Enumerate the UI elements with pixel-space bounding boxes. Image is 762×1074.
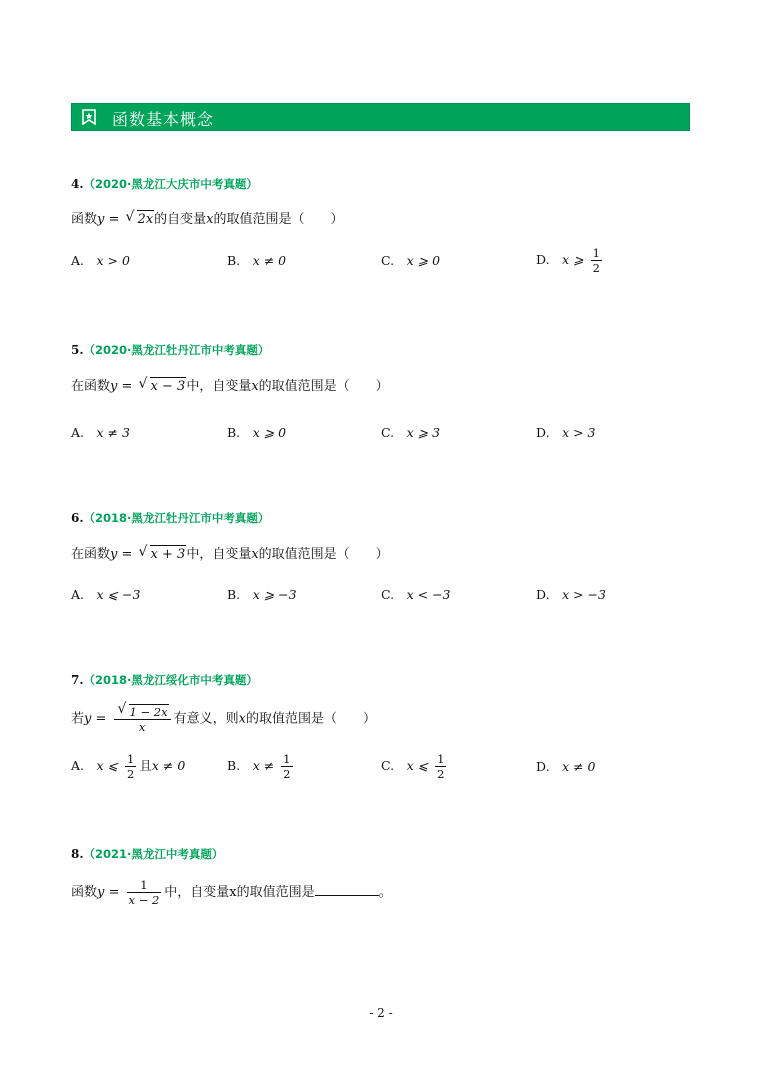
option-a[interactable]: A. x ⩽ −3 — [71, 587, 141, 602]
fraction: $\frac{1}{2}$ — [283, 752, 291, 781]
option-d[interactable]: D. x > −3 — [536, 587, 606, 602]
question-header — [71, 176, 691, 192]
question-stem: 在函数y = √ x − 3中，自变量x的取值范围是（ ） — [71, 377, 389, 396]
question-8 — [71, 846, 691, 907]
question-6 — [71, 510, 691, 602]
question-number: 6. — [71, 511, 84, 525]
question-number: 5. — [71, 343, 84, 357]
question-header — [71, 672, 691, 688]
option-b[interactable]: B. x ≠ $\frac{1}{2}$ — [227, 752, 291, 781]
page-number: - 2 - — [369, 1006, 393, 1020]
option-b[interactable]: B. x ≠ 0 — [227, 253, 287, 268]
question-header — [71, 510, 691, 526]
fraction: $\frac{1}{2}$ — [127, 752, 135, 781]
question-7 — [71, 672, 691, 781]
option-b[interactable]: B. x ⩾ −3 — [227, 587, 297, 602]
option-d[interactable]: D. x ⩾ $\frac{1}{2}$ — [536, 246, 600, 275]
fraction: $\frac{1}{x - 2}$ — [128, 878, 160, 907]
option-d[interactable]: D. x > 3 — [536, 425, 596, 440]
fraction: √ $\frac{1 - 2x}{x}$ — [114, 704, 171, 734]
question-source: （2020·黑龙江牡丹江市中考真题） — [83, 343, 270, 357]
section-title: 函数基本概念 — [112, 110, 215, 129]
sqrt-expression: √ x − 3 — [139, 377, 187, 396]
question-stem: 函数y = $\frac{1}{x - 2}$ 中，自变量x的取值范围是 。 — [71, 878, 392, 907]
question-stem: 若y = √ $\frac{1 - 2x}{x}$ 有意义，则x的取值范围是（ ） — [71, 704, 376, 734]
section-header — [71, 103, 690, 131]
question-source: （2018·黑龙江绥化市中考真题） — [83, 673, 258, 687]
question-source: （2021·黑龙江中考真题） — [83, 847, 224, 861]
question-4 — [71, 176, 691, 275]
fraction: $\frac{1}{2}$ — [592, 246, 600, 275]
sqrt-expression: √ x + 3 — [139, 545, 187, 564]
option-a[interactable]: A. x ⩽ $\frac{1}{2}$ 且x ≠ 0 — [71, 752, 186, 781]
question-number: 8. — [71, 847, 84, 861]
option-c[interactable]: C. x < −3 — [381, 587, 451, 602]
question-number: 7. — [71, 673, 84, 687]
option-d[interactable]: D. x ≠ 0 — [536, 759, 596, 774]
option-a[interactable]: A. x ≠ 3 — [71, 425, 130, 440]
question-header — [71, 846, 691, 862]
question-header — [71, 342, 691, 358]
question-source: （2018·黑龙江牡丹江市中考真题） — [83, 511, 270, 525]
sqrt-expression: √ 2x — [126, 210, 155, 229]
question-source: （2020·黑龙江大庆市中考真题） — [83, 177, 258, 191]
sqrt-expression: √ 1 − 2x — [118, 704, 169, 719]
question-number: 4. — [71, 177, 84, 191]
option-c[interactable]: C. x ⩾ 0 — [381, 253, 441, 268]
answer-blank[interactable] — [315, 883, 379, 896]
option-c[interactable]: C. x ⩾ 3 — [381, 425, 441, 440]
fraction: $\frac{1}{2}$ — [437, 752, 445, 781]
question-5 — [71, 342, 691, 440]
option-c[interactable]: C. x ⩽ $\frac{1}{2}$ — [381, 752, 445, 781]
question-stem: 在函数y = √ x + 3中，自变量x的取值范围是（ ） — [71, 545, 389, 564]
option-a[interactable]: A. x > 0 — [71, 253, 130, 268]
question-stem: 函数y = √ 2x的自变量x的取值范围是（ ） — [71, 210, 344, 229]
option-b[interactable]: B. x ⩾ 0 — [227, 425, 287, 440]
bookmark-star-icon — [82, 109, 96, 125]
